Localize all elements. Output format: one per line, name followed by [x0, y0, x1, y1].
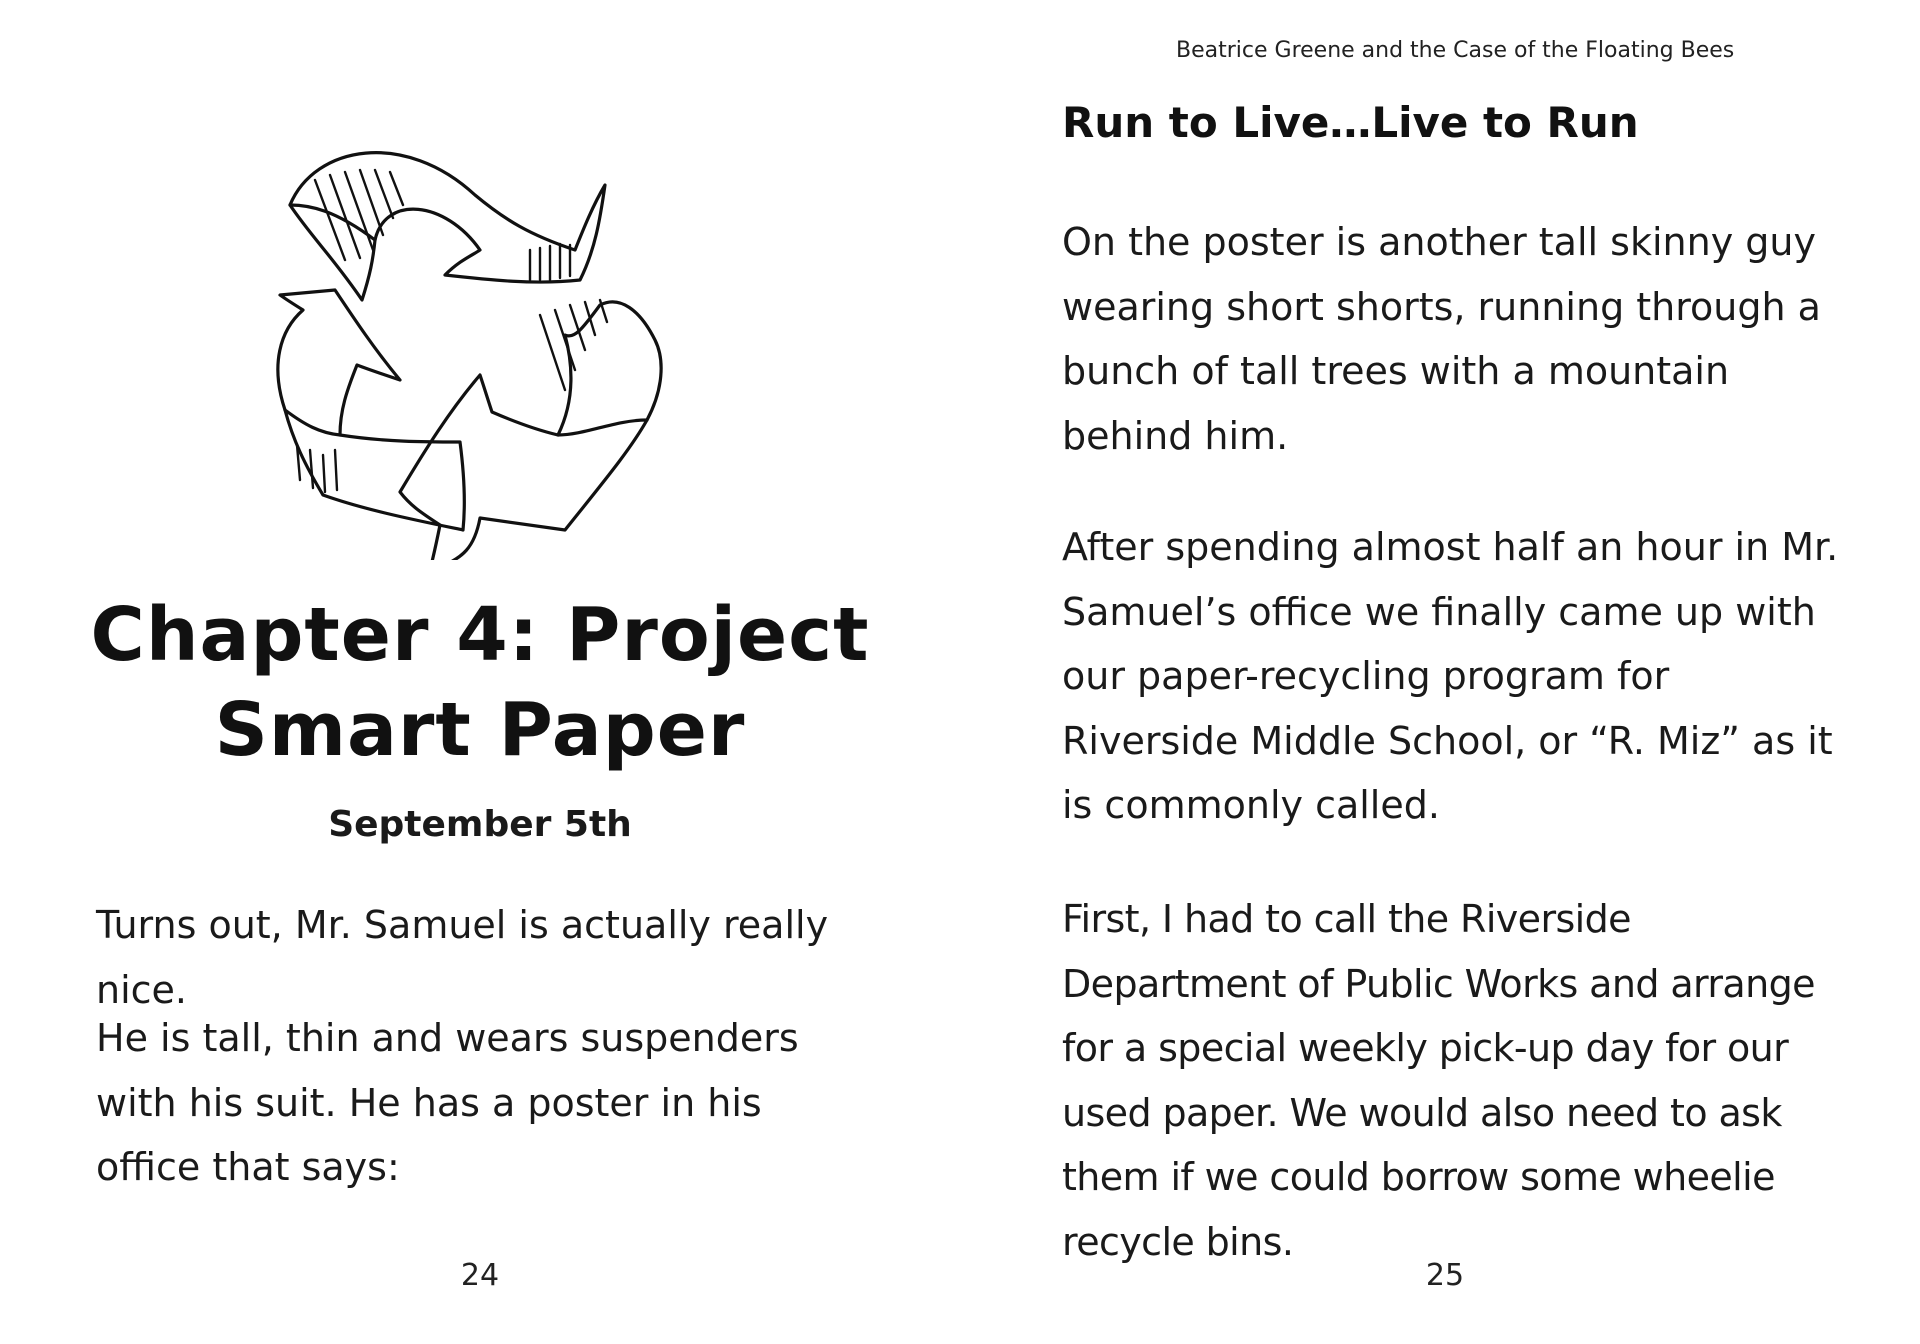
page-number: 24	[460, 1258, 500, 1293]
running-header: Beatrice Greene and the Case of the Floating Bees	[1176, 38, 1735, 63]
paragraph: On the poster is another tall skinny guy wearing short shorts, running through a bunch of tall trees with a mountain behind him.	[1062, 220, 1821, 458]
chapter-title	[80, 588, 880, 778]
paragraph: After spending almost half an hour in Mr. Samuel’s office we finally came up with our paper-recycling program for Riverside Middle School, or “R. Miz” as it is commonly called.	[1062, 525, 1839, 827]
recycle-icon	[275, 150, 690, 560]
page-number: 25	[1425, 1258, 1465, 1293]
chapter-title-line2: Smart Paper	[214, 687, 746, 773]
paragraph: He is tall, thin and wears suspenders with his suit. He has a poster in his office that says:	[96, 1016, 799, 1189]
chapter-title-line1: Chapter 4: Project	[90, 592, 870, 678]
poster-heading: Run to Live…Live to Run	[1062, 98, 1639, 147]
paragraph: Turns out, Mr. Samuel is actually really nice.	[96, 903, 829, 1012]
chapter-date: September 5th	[328, 804, 632, 845]
paragraph: First, I had to call the Riverside Department of Public Works and arrange for a special weekly pick-up day for our used paper. We would also need to ask them if we could borrow some wheelie recycle bins.	[1062, 897, 1815, 1264]
